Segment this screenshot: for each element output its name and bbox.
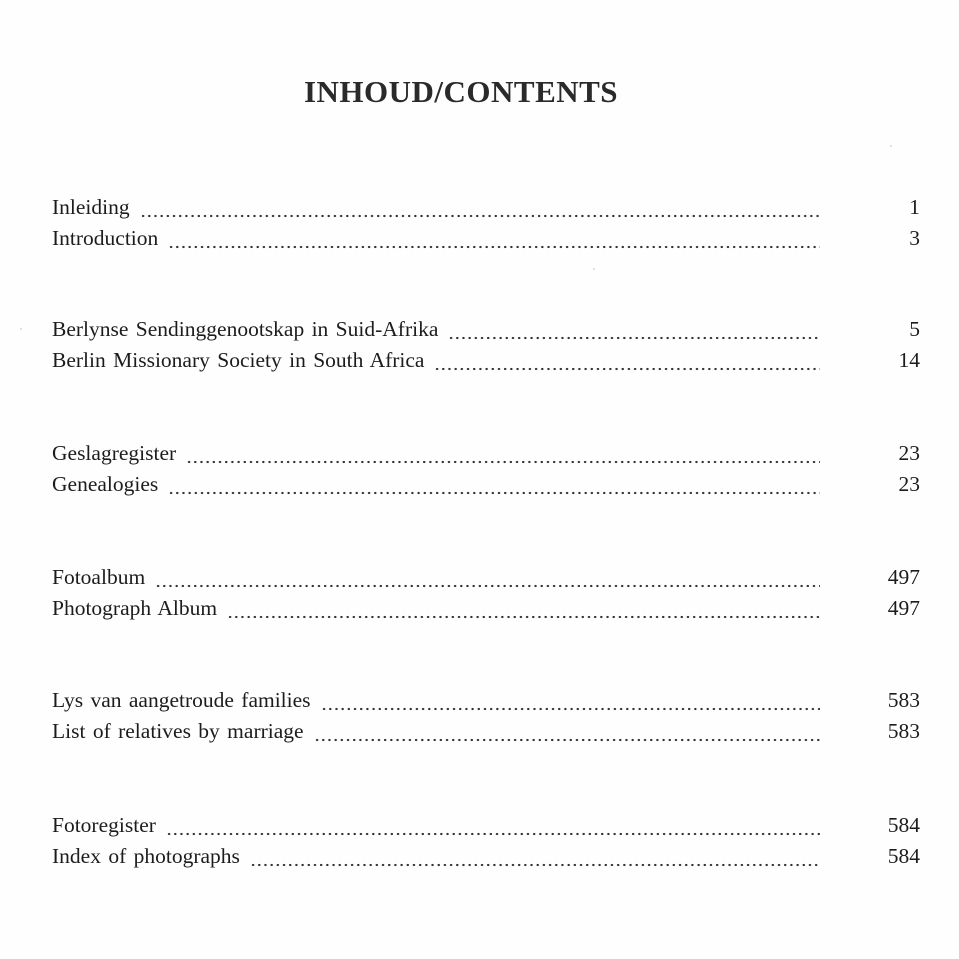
scan-speck: [20, 328, 22, 330]
toc-entry-label: Fotoregister: [52, 813, 156, 837]
toc-entry-page-number: 583: [887, 719, 920, 743]
toc-entry-label: Index of photographs: [52, 844, 240, 868]
dot-leader: [250, 863, 820, 867]
dot-leader: [168, 245, 820, 249]
toc-entry-berlin-missionary-society[interactable]: [52, 348, 920, 378]
toc-entry-label: Genealogies: [52, 472, 159, 496]
toc-entry-label: Berlynse Sendinggenootskap in Suid-Afrika: [52, 317, 439, 341]
toc-entry-label: Inleiding: [52, 195, 130, 219]
dot-leader: [155, 584, 820, 588]
toc-entry-page-number: 584: [887, 844, 920, 868]
toc-entry-label: Introduction: [52, 226, 159, 250]
toc-entry-page-number: 584: [887, 813, 920, 837]
toc-entry-lys-van-aangetroude-families[interactable]: [52, 688, 920, 718]
toc-entry-genealogies[interactable]: [52, 472, 920, 502]
toc-entry-label: Lys van aangetroude families: [52, 688, 311, 712]
scan-speck: [593, 268, 595, 270]
toc-entry-page-number: 23: [898, 472, 920, 496]
toc-entry-page-number: 5: [909, 317, 920, 341]
dot-leader: [314, 738, 820, 742]
toc-entry-berlynse-sendinggenootskap[interactable]: [52, 317, 920, 347]
scan-speck: [890, 145, 892, 147]
toc-entry-geslagregister[interactable]: [52, 441, 920, 471]
toc-entry-page-number: 1: [909, 195, 920, 219]
dot-leader: [168, 491, 820, 495]
toc-entry-list-of-relatives-by-marriage[interactable]: [52, 719, 920, 749]
page-title: INHOUD/CONTENTS: [303, 74, 619, 109]
toc-entry-inleiding[interactable]: [52, 195, 920, 225]
toc-entry-label: Berlin Missionary Society in South Africa: [52, 348, 425, 372]
dot-leader: [227, 615, 820, 619]
dot-leader: [448, 336, 820, 340]
dot-leader: [140, 214, 820, 218]
toc-entry-page-number: 3: [909, 226, 920, 250]
toc-entry-fotoalbum[interactable]: [52, 565, 920, 595]
dot-leader: [166, 832, 820, 836]
toc-entry-label: Geslagregister: [52, 441, 177, 465]
toc-entry-page-number: 583: [887, 688, 920, 712]
toc-entry-fotoregister[interactable]: [52, 813, 920, 843]
toc-entry-label: List of relatives by marriage: [52, 719, 304, 743]
toc-entry-page-number: 497: [887, 596, 920, 620]
toc-entry-page-number: 497: [887, 565, 920, 589]
toc-entry-photograph-album[interactable]: [52, 596, 920, 626]
toc-entry-introduction[interactable]: [52, 226, 920, 256]
toc-entry-index-of-photographs[interactable]: [52, 844, 920, 874]
toc-entry-label: Fotoalbum: [52, 565, 146, 589]
toc-entry-page-number: 23: [898, 441, 920, 465]
toc-entry-label: Photograph Album: [52, 596, 218, 620]
toc-entry-page-number: 14: [898, 348, 920, 372]
dot-leader: [186, 460, 820, 464]
dot-leader: [321, 707, 820, 711]
dot-leader: [434, 367, 820, 371]
